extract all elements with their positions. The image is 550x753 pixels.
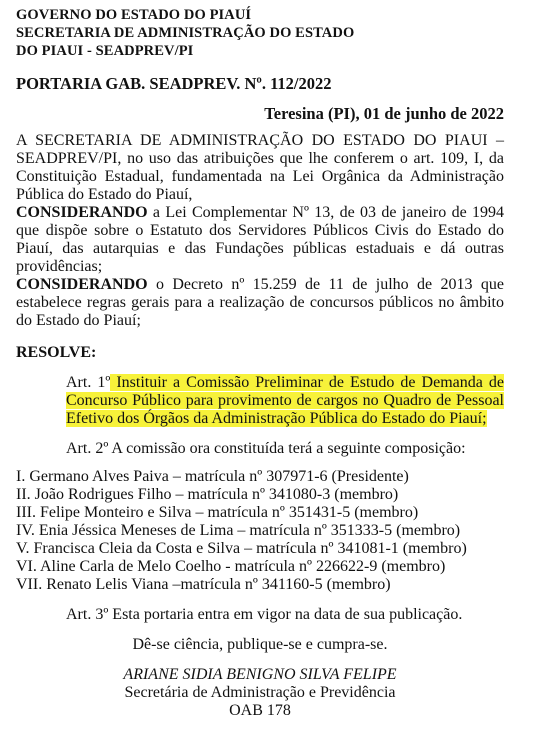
- member-item-3: III. Felipe Monteiro e Silva – matrícula nº 351431-5 (membro): [16, 504, 419, 521]
- considerando-label-1: CONSIDERANDO: [16, 204, 148, 221]
- document-header: [16, 6, 504, 60]
- signer-name: ARIANE SIDIA BENIGNO SILVA FELIPE: [123, 666, 397, 683]
- member-list: [16, 468, 504, 594]
- header-line-3: DO PIAUI - SEADPREV/PI: [16, 43, 194, 59]
- header-line-1: GOVERNO DO ESTADO DO PIAUÍ: [16, 7, 252, 23]
- signature-block: [16, 666, 504, 719]
- member-item-2: II. João Rodrigues Filho – matrícula nº 341080-3 (membro): [16, 486, 399, 503]
- article-2: Art. 2º A comissão ora constituída terá a seguinte composição:: [66, 440, 466, 457]
- member-item-6: VI. Aline Carla de Melo Coelho - matrícula nº 226622-9 (membro): [16, 558, 446, 575]
- member-item-7: VII. Renato Lelis Viana –matrícula nº 341160-5 (membro): [16, 576, 391, 593]
- resolve-heading: RESOLVE:: [16, 344, 97, 361]
- member-item-4: IV. Enia Jéssica Meneses de Lima – matrícula nº 351333-5 (membro): [16, 522, 461, 539]
- member-item-5: V. Francisca Cleia da Costa e Silva – matrícula nº 341081-1 (membro): [16, 540, 467, 557]
- dateline: Teresina (PI), 01 de junho de 2022: [264, 104, 504, 123]
- considerando-text-2: o Decreto nº 15.259 de 11 de julho de 2013 que estabelece regras gerais para a realização de concursos públicos no âmbito do Estado do Piauí;: [16, 276, 504, 329]
- signer-cut-line: OAB 178: [229, 702, 291, 719]
- signer-role: Secretária de Administração e Previdência: [124, 684, 396, 701]
- intro-paragraph: [16, 132, 504, 330]
- portaria-title: PORTARIA GAB. SEADPREV. Nº. 112/2022: [16, 74, 332, 93]
- intro-text: A SECRETARIA DE ADMINISTRAÇÃO DO ESTADO DO PIAUI – SEADPREV/PI, no uso das atribuições que lhe conferem o art. 109, I, da Constituição Estadual, fundamentada na Lei Orgânica da Administração Pública do Estado do Piauí,: [16, 132, 504, 203]
- considerando-text-1: a Lei Complementar Nº 13, de 03 de janeiro de 1994 que dispõe sobre o Estatuto dos Servidores Públicos Civis do Estado do Piauí, das autarquias e das Fundações públicas estaduais e dá outras providências;: [16, 204, 504, 275]
- document-page: [16, 6, 504, 719]
- member-item-1: I. Germano Alves Paiva – matrícula nº 307971-6 (Presidente): [16, 468, 409, 485]
- article-1-highlighted-text: Instituir a Comissão Preliminar de Estudo de Demanda de Concurso Público para provimento de cargos no Quadro de Pessoal Efetivo dos Órgãos da Administração Pública do Estado do Piauí;: [66, 374, 504, 427]
- article-1: [16, 374, 504, 428]
- closing-statement: Dê-se ciência, publique-se e cumpra-se.: [132, 636, 388, 653]
- article-1-label: Art. 1º: [66, 374, 111, 391]
- article-3: Art. 3º Esta portaria entra em vigor na data de sua publicação.: [66, 606, 463, 623]
- header-line-2: SECRETARIA DE ADMINISTRAÇÃO DO ESTADO: [16, 25, 355, 41]
- considerando-label-2: CONSIDERANDO: [16, 276, 148, 293]
